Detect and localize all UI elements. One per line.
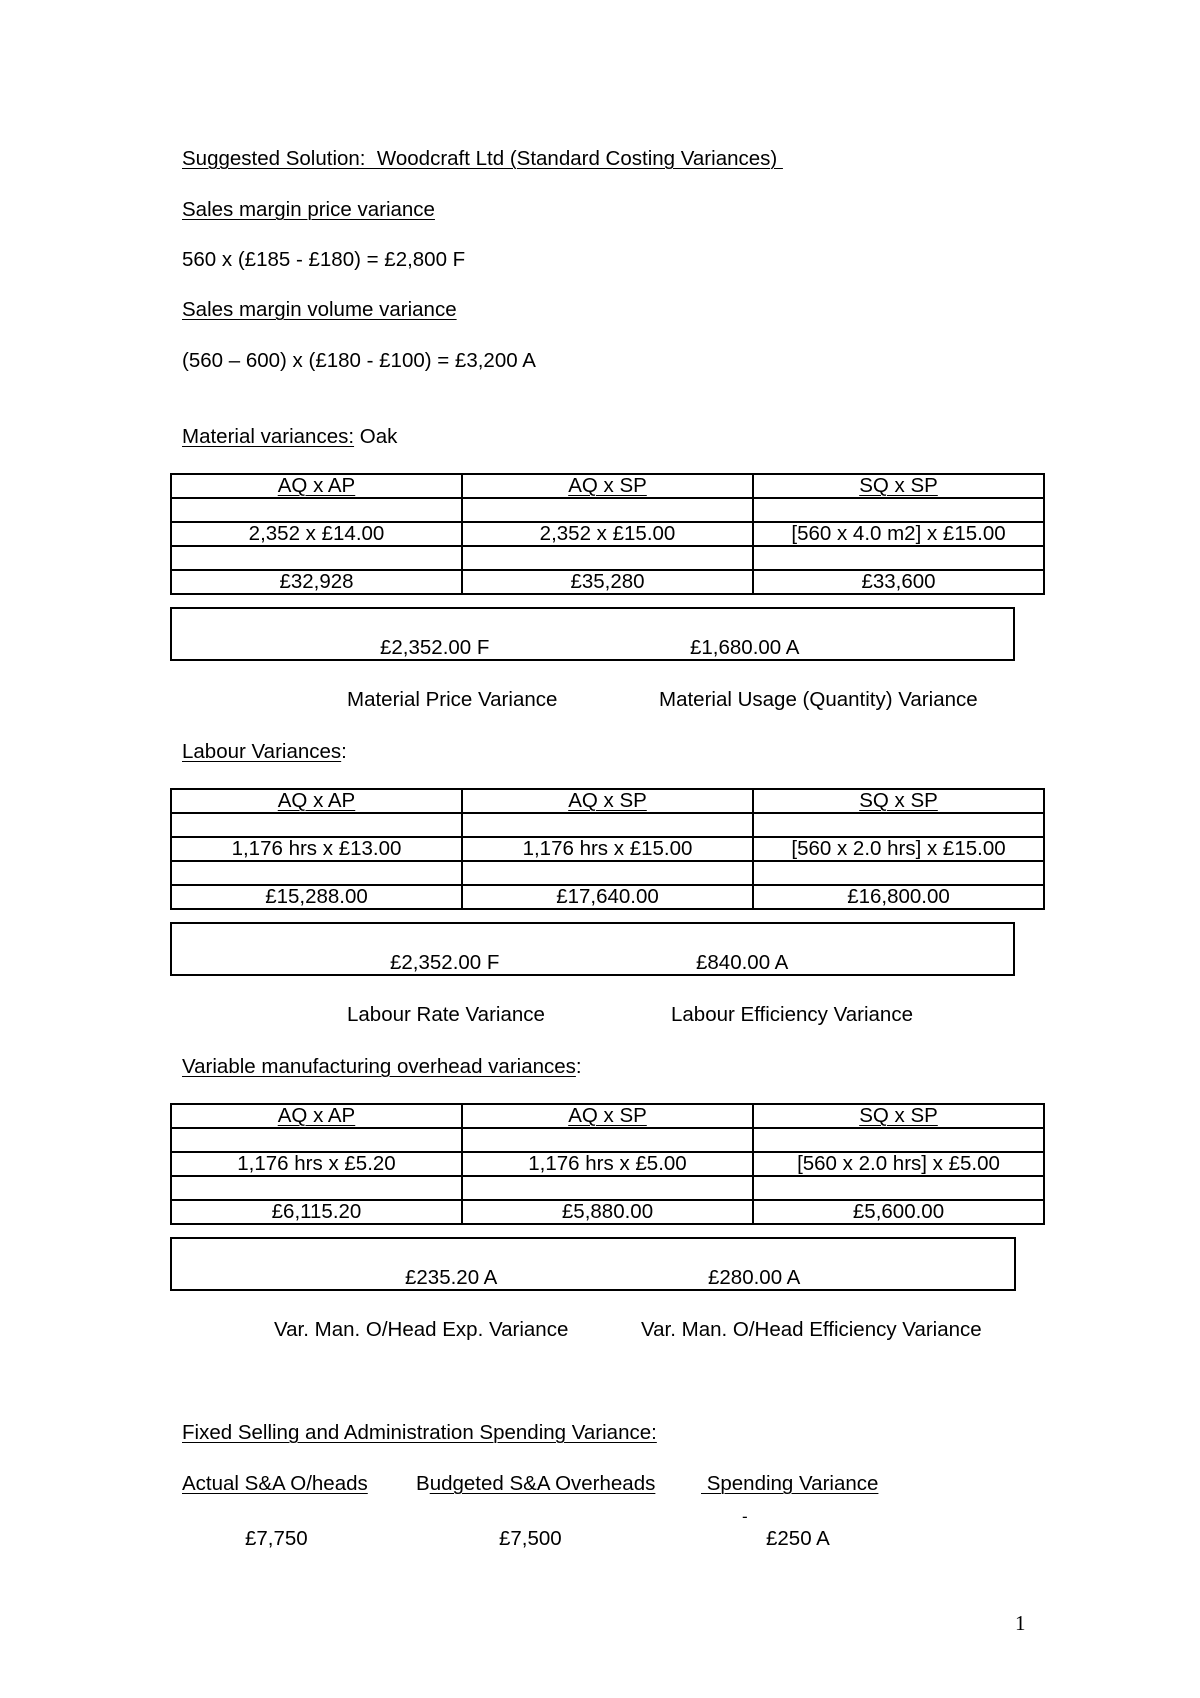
material-calc-sqsp: [560 x 4.0 m2] x £15.00 <box>753 522 1044 546</box>
fixed-sa-actual-value: £7,750 <box>245 1527 308 1550</box>
overhead-total-sqsp: £5,600.00 <box>753 1200 1044 1224</box>
fixed-sa-actual-header: Actual S&A O/heads <box>182 1472 368 1495</box>
material-header-aqap: AQ x AP <box>171 474 462 498</box>
labour-heading: Labour Variances: <box>182 740 347 763</box>
material-price-variance-label: Material Price Variance <box>347 688 558 711</box>
table-row <box>171 522 1044 546</box>
fixed-sa-spending-value: £250 A <box>766 1527 830 1550</box>
labour-total-aqsp: £17,640.00 <box>462 885 753 909</box>
fixed-sa-heading: Fixed Selling and Administration Spending Variance: <box>182 1421 657 1444</box>
table-row <box>171 861 1044 885</box>
table-row <box>171 546 1044 570</box>
table-row <box>171 1200 1044 1224</box>
fixed-sa-spending-header: Spending Variance <box>701 1472 879 1495</box>
labour-header-sqsp: SQ x SP <box>753 789 1044 813</box>
material-heading: Material variances: Oak <box>182 425 398 448</box>
labour-header-aqap: AQ x AP <box>171 789 462 813</box>
overhead-total-aqsp: £5,880.00 <box>462 1200 753 1224</box>
labour-calc-aqap: 1,176 hrs x £13.00 <box>171 837 462 861</box>
material-price-variance-value: £2,352.00 F <box>380 636 490 659</box>
overhead-header-aqap: AQ x AP <box>171 1104 462 1128</box>
overhead-header-sqsp: SQ x SP <box>753 1104 1044 1128</box>
overhead-calc-sqsp: [560 x 2.0 hrs] x £5.00 <box>753 1152 1044 1176</box>
labour-efficiency-variance-label: Labour Efficiency Variance <box>671 1003 913 1026</box>
fixed-sa-budgeted-header: Budgeted S&A Overheads <box>416 1472 656 1495</box>
table-row <box>171 1176 1044 1200</box>
material-usage-variance-value: £1,680.00 A <box>690 636 800 659</box>
material-header-aqsp: AQ x SP <box>462 474 753 498</box>
sales-volume-formula: (560 – 600) x (£180 - £100) = £3,200 A <box>182 349 536 372</box>
table-row <box>171 885 1044 909</box>
table-row <box>171 570 1044 594</box>
material-total-sqsp: £33,600 <box>753 570 1044 594</box>
labour-efficiency-variance-value: £840.00 A <box>696 951 789 974</box>
material-header-sqsp: SQ x SP <box>753 474 1044 498</box>
overhead-efficiency-variance-label: Var. Man. O/Head Efficiency Variance <box>641 1318 982 1341</box>
labour-total-sqsp: £16,800.00 <box>753 885 1044 909</box>
material-total-aqap: £32,928 <box>171 570 462 594</box>
page-number: 1 <box>1015 1611 1026 1635</box>
overhead-expenditure-variance-value: £235.20 A <box>405 1266 498 1289</box>
sales-price-heading: Sales margin price variance <box>182 198 435 221</box>
table-row <box>171 813 1044 837</box>
table-row <box>171 789 1044 813</box>
fixed-sa-budgeted-value: £7,500 <box>499 1527 562 1550</box>
material-calc-aqsp: 2,352 x £15.00 <box>462 522 753 546</box>
page-title: Suggested Solution: Woodcraft Ltd (Standard Costing Variances) <box>182 147 783 170</box>
overhead-efficiency-variance-value: £280.00 A <box>708 1266 801 1289</box>
labour-rate-variance-label: Labour Rate Variance <box>347 1003 545 1026</box>
table-row <box>171 1128 1044 1152</box>
overhead-total-aqap: £6,115.20 <box>171 1200 462 1224</box>
material-usage-variance-label: Material Usage (Quantity) Variance <box>659 688 978 711</box>
labour-table <box>170 788 1045 910</box>
overhead-expenditure-variance-label: Var. Man. O/Head Exp. Variance <box>274 1318 569 1341</box>
overhead-calc-aqsp: 1,176 hrs x £5.00 <box>462 1152 753 1176</box>
overhead-calc-aqap: 1,176 hrs x £5.20 <box>171 1152 462 1176</box>
labour-header-aqsp: AQ x SP <box>462 789 753 813</box>
sales-price-formula: 560 x (£185 - £180) = £2,800 F <box>182 248 466 271</box>
table-row <box>171 837 1044 861</box>
table-row <box>171 498 1044 522</box>
table-row <box>171 1104 1044 1128</box>
labour-calc-sqsp: [560 x 2.0 hrs] x £15.00 <box>753 837 1044 861</box>
labour-rate-variance-value: £2,352.00 F <box>390 951 500 974</box>
labour-calc-aqsp: 1,176 hrs x £15.00 <box>462 837 753 861</box>
table-row <box>171 474 1044 498</box>
overhead-header-aqsp: AQ x SP <box>462 1104 753 1128</box>
labour-total-aqap: £15,288.00 <box>171 885 462 909</box>
labour-variance-box <box>170 922 1015 976</box>
material-calc-aqap: 2,352 x £14.00 <box>171 522 462 546</box>
table-row <box>171 1152 1044 1176</box>
minus-mark: - <box>742 1507 748 1526</box>
overhead-table <box>170 1103 1045 1225</box>
material-table <box>170 473 1045 595</box>
material-variance-box <box>170 607 1015 661</box>
sales-volume-heading: Sales margin volume variance <box>182 298 457 321</box>
overhead-variance-box <box>170 1237 1016 1291</box>
material-total-aqsp: £35,280 <box>462 570 753 594</box>
overhead-heading: Variable manufacturing overhead variances: <box>182 1055 582 1078</box>
